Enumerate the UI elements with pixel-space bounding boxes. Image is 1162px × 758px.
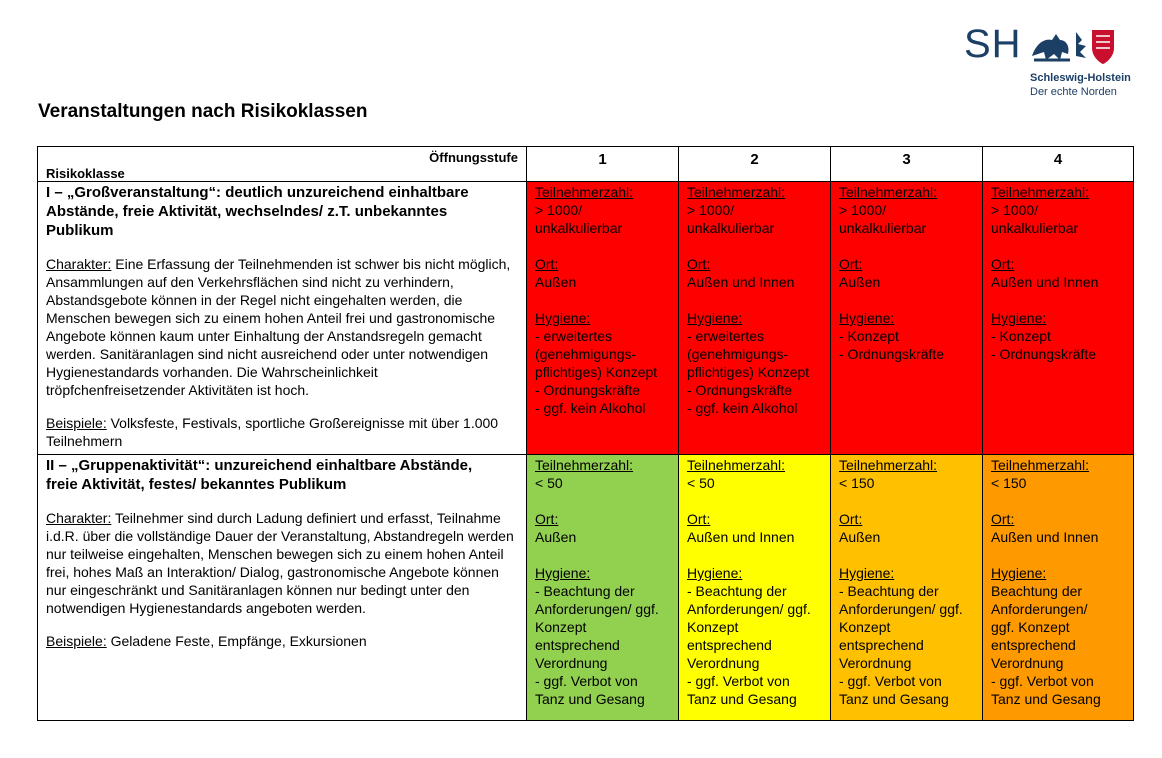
table-row	[38, 182, 1134, 455]
teilnehmerzahl-value: > 1000/ unkalkulierbar	[687, 202, 775, 236]
level-header-1: 1	[527, 147, 679, 182]
hygiene-value: - erweitertes (genehmigungs- pflichtiges) Konzept - Ordnungskräfte - ggf. kein Alkohol	[535, 328, 658, 416]
hygiene-label: Hygiene:	[991, 310, 1047, 326]
ort-value: Außen	[535, 529, 577, 545]
hygiene-value: - Konzept - Ordnungskräfte	[991, 328, 1097, 362]
ort-label: Ort:	[687, 256, 711, 272]
hygiene-label: Hygiene:	[687, 310, 743, 326]
logo-abbr: SH	[964, 22, 1022, 66]
teilnehmerzahl-value: > 1000/ unkalkulierbar	[535, 202, 623, 236]
ort-label: Ort:	[839, 256, 863, 272]
charakter-paragraph	[46, 255, 518, 399]
teilnehmerzahl-value: < 50	[687, 475, 715, 491]
level-header-2: 2	[679, 147, 831, 182]
teilnehmerzahl-label: Teilnehmerzahl:	[535, 184, 634, 200]
risikoklasse-label: Risikoklasse	[46, 166, 125, 181]
hygiene-value: - Konzept - Ordnungskräfte	[839, 328, 945, 362]
level-cell	[831, 455, 983, 721]
beispiele-paragraph	[46, 632, 518, 650]
ort-value: Außen und Innen	[991, 529, 1099, 545]
teilnehmerzahl-label: Teilnehmerzahl:	[687, 457, 786, 473]
ort-label: Ort:	[839, 511, 863, 527]
teilnehmerzahl-value: < 150	[991, 475, 1027, 491]
ort-label: Ort:	[535, 256, 559, 272]
hygiene-value: - erweitertes (genehmigungs- pflichtiges) Konzept - Ordnungskräfte - ggf. kein Alkohol	[687, 328, 810, 416]
hygiene-label: Hygiene:	[991, 565, 1047, 581]
beispiele-text: Geladene Feste, Empfänge, Exkursionen	[106, 633, 367, 649]
ort-label: Ort:	[991, 511, 1015, 527]
beispiele-label: Beispiele:	[46, 415, 107, 431]
risk-table	[37, 146, 1134, 721]
teilnehmerzahl-value: < 50	[535, 475, 563, 491]
header-corner	[38, 147, 527, 182]
hygiene-label: Hygiene:	[535, 565, 591, 581]
charakter-label: Charakter:	[46, 510, 112, 526]
hygiene-label: Hygiene:	[839, 565, 895, 581]
teilnehmerzahl-value: > 1000/ unkalkulierbar	[839, 202, 927, 236]
logo-name: Schleswig-Holstein	[1030, 72, 1131, 84]
ort-value: Außen	[535, 274, 577, 290]
risk-class-heading: II – „Gruppenaktivität“: unzureichend einhaltbare Abstände, freie Aktivität, festes/ bekanntes Publikum	[46, 457, 473, 493]
charakter-text: Teilnehmer sind durch Ladung definiert und erfasst, Teilnahme i.d.R. über die vollständige Dauer der Veranstaltung, Abstandregeln werden nur teilweise eingehalten, Menschen bewegen sich zu einem hohen Anteil frei, hohes Maß an Interaktion/ Dialog, gastronomische Angebote können nur eingeschränkt und Sanitäranlagen können nur bedingt unter den notwendigen Hygienestandards angeboten werden.	[46, 510, 514, 616]
ort-value: Außen und Innen	[687, 274, 795, 290]
hygiene-label: Hygiene:	[839, 310, 895, 326]
page-title: Veranstaltungen nach Risikoklassen	[38, 101, 368, 122]
charakter-label: Charakter:	[46, 256, 112, 272]
crest-icon	[1030, 26, 1120, 66]
level-cell	[831, 182, 983, 455]
risk-class-heading: I – „Großveranstaltung“: deutlich unzureichend einhaltbare Abstände, freie Aktivität, wechselndes/ z.T. unbekanntes Publikum	[46, 184, 469, 239]
ort-label: Ort:	[687, 511, 711, 527]
hygiene-value: Beachtung der Anforderungen/ ggf. Konzept entsprechend Verordnung - ggf. Verbot von Tanz und Gesang	[991, 583, 1101, 707]
charakter-text: Eine Erfassung der Teilnehmenden ist schwer bis nicht möglich, Ansammlungen auf den Verkehrsflächen sind nicht zu verhindern, Abstandsgebote können in der Regel nicht eingehalten werden, die Menschen bewegen sich zu einem hohen Anteil frei und gastronomische Angebote können kaum unter Einhaltung der Anstandsregeln gemacht werden. Sanitäranlagen sind nicht ausreichend oder unter notwendigen Hygienestandards vorhanden. Die Wahrscheinlichkeit tröpfchenfreisetzender Aktivitäten ist hoch.	[46, 256, 511, 398]
teilnehmerzahl-label: Teilnehmerzahl:	[991, 184, 1090, 200]
teilnehmerzahl-value: < 150	[839, 475, 875, 491]
hygiene-value: - Beachtung der Anforderungen/ ggf. Konzept entsprechend Verordnung - ggf. Verbot von Tanz und Gesang	[535, 583, 659, 707]
level-cell	[679, 455, 831, 721]
risk-class-description	[38, 455, 527, 721]
ort-value: Außen und Innen	[991, 274, 1099, 290]
charakter-paragraph	[46, 509, 518, 617]
teilnehmerzahl-label: Teilnehmerzahl:	[839, 184, 938, 200]
hygiene-value: - Beachtung der Anforderungen/ ggf. Konzept entsprechend Verordnung - ggf. Verbot von Tanz und Gesang	[687, 583, 811, 707]
level-cell	[983, 455, 1134, 721]
beispiele-paragraph	[46, 414, 518, 450]
teilnehmerzahl-label: Teilnehmerzahl:	[535, 457, 634, 473]
level-header-4: 4	[983, 147, 1134, 182]
sh-logo	[964, 22, 1144, 102]
level-cell	[983, 182, 1134, 455]
teilnehmerzahl-value: > 1000/ unkalkulierbar	[991, 202, 1079, 236]
level-cell	[527, 182, 679, 455]
logo-tagline: Der echte Norden	[1030, 86, 1117, 98]
teilnehmerzahl-label: Teilnehmerzahl:	[687, 184, 786, 200]
level-cell	[679, 182, 831, 455]
beispiele-text: Volksfeste, Festivals, sportliche Großereignisse mit über 1.000 Teilnehmern	[46, 415, 499, 449]
ort-label: Ort:	[535, 511, 559, 527]
oeffnungsstufe-label: Öffnungsstufe	[429, 150, 518, 165]
level-header-3: 3	[831, 147, 983, 182]
level-cell	[527, 455, 679, 721]
ort-value: Außen	[839, 274, 881, 290]
ort-value: Außen und Innen	[687, 529, 795, 545]
hygiene-label: Hygiene:	[687, 565, 743, 581]
hygiene-value: - Beachtung der Anforderungen/ ggf. Konzept entsprechend Verordnung - ggf. Verbot von Tanz und Gesang	[839, 583, 963, 707]
beispiele-label: Beispiele:	[46, 633, 107, 649]
teilnehmerzahl-label: Teilnehmerzahl:	[991, 457, 1090, 473]
ort-label: Ort:	[991, 256, 1015, 272]
header-row	[38, 147, 1134, 182]
table-row	[38, 455, 1134, 721]
teilnehmerzahl-label: Teilnehmerzahl:	[839, 457, 938, 473]
hygiene-label: Hygiene:	[535, 310, 591, 326]
ort-value: Außen	[839, 529, 881, 545]
risk-class-description	[38, 182, 527, 455]
